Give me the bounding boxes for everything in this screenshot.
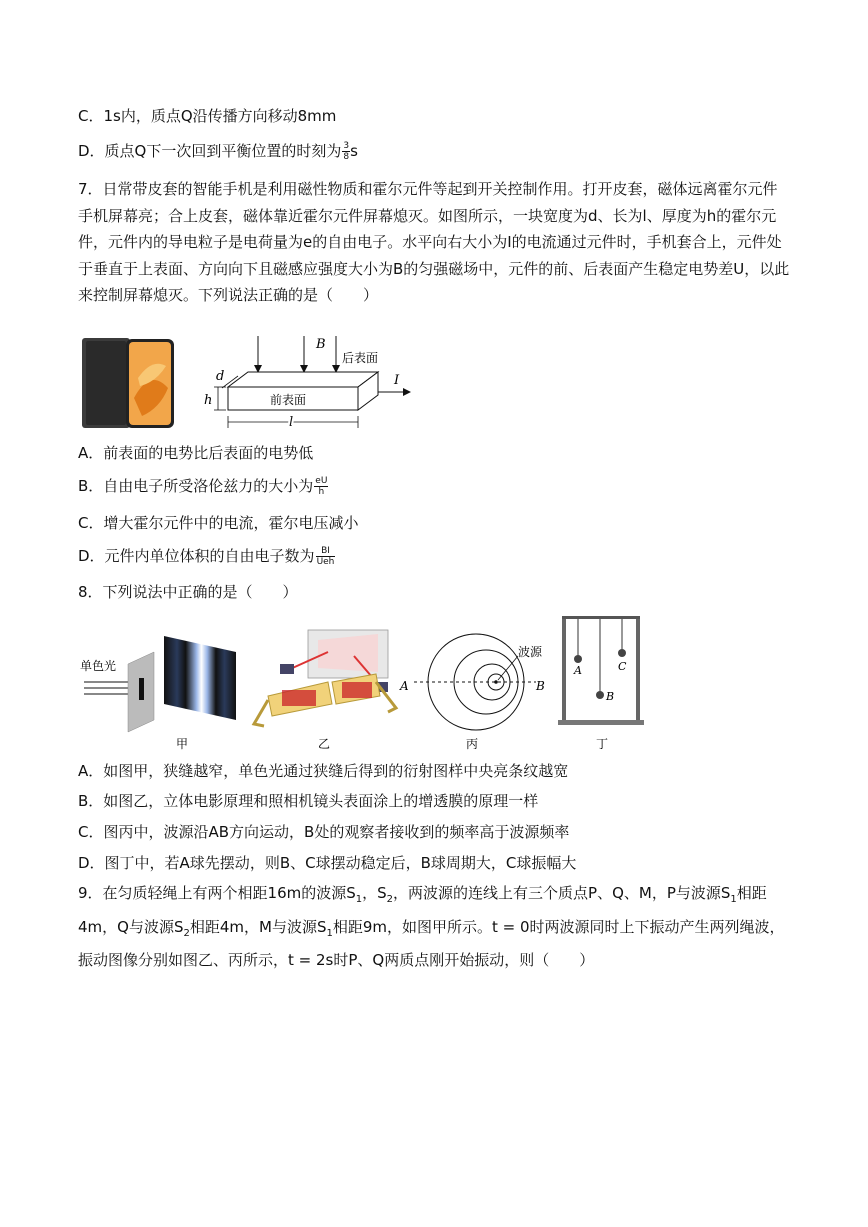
label-ball-A: A [574,664,582,677]
subscript-1: 1 [326,927,333,939]
label-ball-C: C [618,660,627,673]
fraction-BI-Ueh [316,546,336,567]
label-doppler-B: B [536,679,545,693]
fraction-denominator: Ueh [316,557,335,567]
label-h: h [204,393,213,408]
fraction-numerator: eU [315,476,328,486]
fraction-eU-h [314,476,328,497]
subscript-2: 2 [183,927,190,939]
option-7b [78,476,328,497]
fraction-denominator: 8 [343,152,350,162]
question-8-stem: 8．下列说法中正确的是（ ） [78,583,298,601]
option-6d-text: D．质点Q下一次回到平衡位置的时刻为 [78,142,342,160]
label-l: l [289,415,294,430]
projector-left [280,664,294,674]
label-B: B [316,337,326,352]
label-ball-B: B [606,690,615,703]
option-8a: A．如图甲，狭缝越窄，单色光通过狭缝后得到的衍射图样中央亮条纹越宽 [78,762,569,780]
label-wave-source: 波源 [518,645,543,659]
figure-yi-3d-glasses [254,630,396,751]
phone-with-cover-image [82,338,176,430]
caption-ding: 丁 [596,737,609,751]
label-monochromatic-light: 单色光 [80,659,117,673]
fraction-denominator: h [318,487,325,497]
option-8b: B．如图乙，立体电影原理和照相机镜头表面涂上的增透膜的原理一样 [78,792,539,810]
option-7b-text: B．自由电子所受洛伦兹力的大小为 [78,477,314,495]
label-back-surface: 后表面 [342,351,379,365]
lens-left [282,690,316,706]
question-8-figures [78,612,658,754]
label-doppler-A: A [400,679,409,693]
subscript-2: 2 [386,894,394,905]
caption-yi: 乙 [318,737,331,751]
ball-B [596,691,604,699]
option-7c: C．增大霍尔元件中的电流，霍尔电压减小 [78,514,359,532]
q9-part-c: ，两波源的连线上有三个质点P、Q、M，P与波源S [393,884,731,902]
q9-part-d: 相距4m，Q与波源S [78,884,767,936]
option-7a: A．前表面的电势比后表面的电势低 [78,444,314,462]
ball-A [574,655,582,663]
option-8c: C．图丙中，波源沿AB方向运动，B处的观察者接收到的频率高于波源频率 [78,823,570,841]
subscript-1: 1 [355,894,363,905]
fraction-numerator: BI [316,546,336,557]
slit [139,678,144,700]
unit-s: s [350,142,358,160]
caption-jia: 甲 [176,737,189,751]
q9-part-a: 9．在匀质轻绳上有两个相距16m的波源S [78,884,356,902]
option-6c: C．1s内，质点Q沿传播方向移动8mm [78,107,337,125]
lens-right [342,682,372,698]
option-7d [78,546,335,567]
label-d: d [216,369,225,384]
ball-C [618,649,626,657]
figure-ding-pendulums [558,616,644,751]
q9-part-f: 相距9m，如图甲所示。t = 0时两波源同时上下振动产生两列绳波，振动图像分别如图乙、丙所示，t = 2s时P、Q两质点刚开始振动，则（ ） [78,917,785,969]
fraction-3-8 [342,141,350,162]
diffraction-pattern [164,636,236,720]
caption-bing: 丙 [466,737,479,751]
subscript-1: 1 [730,894,737,905]
label-front-surface: 前表面 [270,393,307,407]
q9-part-b: ，S [362,884,387,902]
hall-element-figure [198,332,418,434]
option-8d: D．图丁中，若A球先摆动，则B、C球摆动稳定后，B球周期大，C球振幅大 [78,854,577,872]
fraction-numerator: 3 [343,141,350,151]
q9-part-e: 相距4m，M与波源S [189,917,327,936]
figure-bing-doppler [399,634,545,751]
figure-jia-slit-diffraction [80,636,236,751]
option-6d [78,141,358,162]
label-I: I [394,373,400,388]
question-9-stem [78,880,790,974]
option-7d-text: D．元件内单位体积的自由电子数为 [78,547,315,565]
question-7-stem: 7．日常带皮套的智能手机是利用磁性物质和霍尔元件等起到开关控制作用。打开皮套，磁体远离霍尔元件手机屏幕亮；合上皮套，磁体靠近霍尔元件屏幕熄灭。如图所示，一块宽度为d、长为l、厚度为h的霍尔元件，元件内的导电粒子是电荷量为e的自由电子。水平向右大小为I的电流通过元件时，手机套合上，元件处于垂直于上表面、方向向下且磁感应强度大小为B的匀强磁场中，元件的前、后表面产生稳定电势差U，以此来控制屏幕熄灭。下列说法正确的是（ ） [78,180,790,304]
